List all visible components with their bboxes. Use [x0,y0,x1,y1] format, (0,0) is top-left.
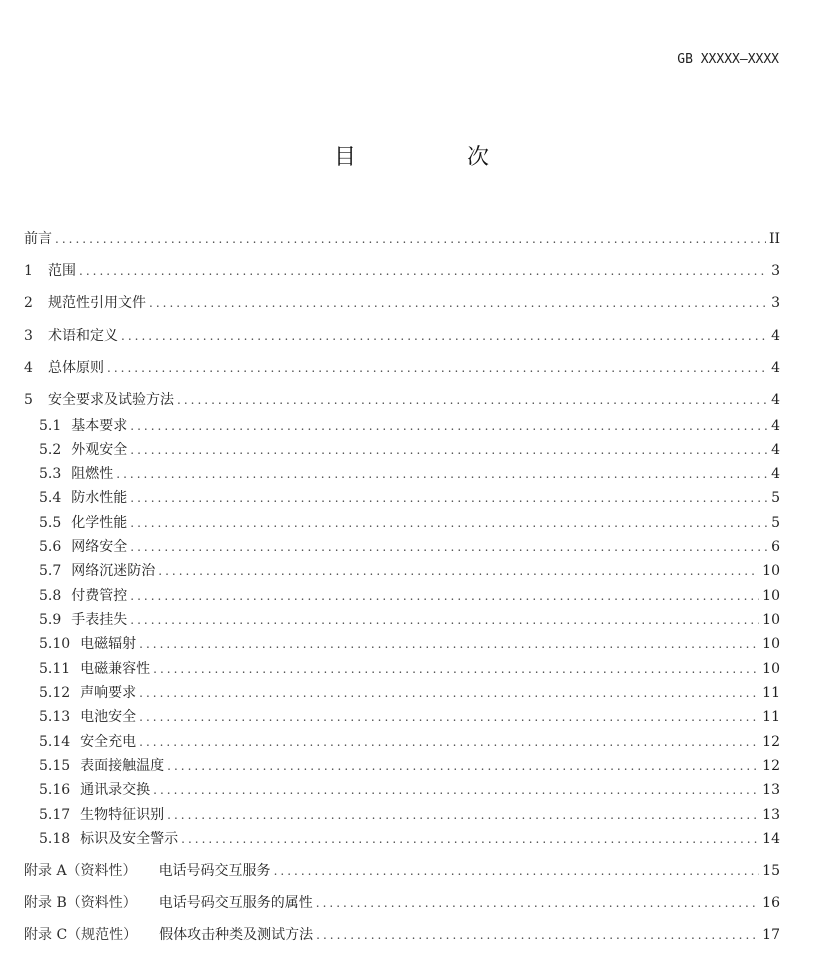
toc-entry-5-5[interactable] [39,513,780,533]
toc-entry-5-13[interactable] [39,707,780,727]
toc-entry-title: 表面接触温度 [80,758,165,774]
leader-dots [181,829,759,849]
toc-entry-title: 安全要求及试验方法 [48,392,174,408]
toc-entry-title: 规范性引用文件 [48,295,146,311]
toc-entry-title: 总体原则 [48,360,104,376]
leader-dots [153,659,759,679]
toc-entry-number: 5.3 [39,466,62,482]
toc-entry-page: 5 [771,490,780,506]
toc-entry-number: 5.15 [39,758,71,774]
toc-entry-title: 阻燃性 [71,466,114,482]
toc-entry-annex-b[interactable] [24,893,780,913]
toc-entry-5-11[interactable] [39,659,780,679]
leader-dots [130,488,767,508]
toc-entry-5-12[interactable] [39,683,780,703]
toc-entry-number: 5.8 [39,588,62,604]
leader-dots [153,780,759,800]
toc-entry-page: II [768,231,780,247]
toc-entry-page: 11 [762,685,780,701]
toc-entry-page: 4 [771,328,780,344]
toc-entry-number: 附录 C（规范性） [24,927,138,943]
toc-entry-number: 5.18 [39,831,71,847]
toc-entry-number: 5.10 [39,636,71,652]
toc-entry-5-18[interactable] [39,829,780,849]
toc-entry-number: 附录 A（资料性） [24,863,137,879]
leader-dots [274,861,760,881]
leader-dots [158,561,759,581]
toc-entry-5-7[interactable] [39,561,780,581]
toc-entry-title: 电磁辐射 [80,636,137,652]
toc-entry-page: 10 [762,636,780,652]
toc-entry-number: 5.17 [39,807,71,823]
toc-entry-title: 外观安全 [71,442,128,458]
page-title: 目 次 [334,145,541,170]
toc-entry-5-1[interactable] [39,416,780,436]
toc-entry-page: 12 [762,734,780,750]
toc-entry-3[interactable] [24,326,780,346]
toc-entry-page: 3 [771,295,780,311]
toc-entry-page: 17 [762,927,780,943]
toc-entry-page: 4 [771,418,780,434]
toc-entry-5-9[interactable] [39,610,780,630]
toc-entry-number: 4 [24,360,33,376]
leader-dots [316,925,759,945]
toc-entry-title: 标识及安全警示 [80,831,179,847]
toc-entry-page: 12 [762,758,780,774]
toc-entry-page: 4 [771,442,780,458]
toc-entry-title: 手表挂失 [71,612,128,628]
leader-dots [130,440,767,460]
toc-entry-5-8[interactable] [39,586,780,606]
toc-entry-title: 通讯录交换 [80,782,151,798]
toc-entry-number: 5.11 [39,661,71,677]
toc-entry-page: 4 [771,360,780,376]
toc-entry-number: 3 [24,328,33,344]
toc-entry-title: 安全充电 [80,734,137,750]
toc-entry-5-14[interactable] [39,732,780,752]
toc-entry-title: 范围 [48,263,76,279]
toc-entry-title: 术语和定义 [48,328,118,344]
leader-dots [130,537,767,557]
toc-entry-annex-a[interactable] [24,861,780,881]
toc-entry-title: 网络安全 [71,539,128,555]
toc-entry-number: 5.13 [39,709,71,725]
toc-entry-5-10[interactable] [39,634,780,654]
leader-dots [55,229,766,249]
toc-entry-1[interactable] [24,261,780,281]
toc-entry-foreword[interactable] [24,229,780,249]
leader-dots [149,293,767,313]
leader-dots [79,261,767,281]
toc-entry-number: 1 [24,263,33,279]
toc-entry-title: 付费管控 [71,588,128,604]
toc-entry-title: 化学性能 [71,515,128,531]
toc-entry-number: 2 [24,295,33,311]
leader-dots [139,634,759,654]
toc-entry-title: 电话号码交互服务 [158,863,271,879]
toc-entry-number: 附录 B（资料性） [24,895,137,911]
toc-entry-number: 5.9 [39,612,62,628]
toc-entry-title: 假体攻击种类及测试方法 [159,927,314,943]
leader-dots [130,586,759,606]
leader-dots [139,707,759,727]
leader-dots [130,416,767,436]
toc-entry-title: 电池安全 [80,709,137,725]
toc-entry-number: 5.5 [39,515,62,531]
toc-entry-title: 基本要求 [71,418,128,434]
leader-dots [130,610,759,630]
leader-dots [167,756,759,776]
toc-entry-title: 声响要求 [80,685,137,701]
toc-entry-page: 11 [762,709,780,725]
toc-entry-2[interactable] [24,293,780,313]
toc-entry-page: 13 [762,782,780,798]
leader-dots [177,390,767,410]
toc-entry-annex-c[interactable] [24,925,780,945]
toc-entry-page: 6 [771,539,780,555]
toc-entry-5-4[interactable] [39,488,780,508]
toc-entry-number: 5 [24,392,33,408]
toc-entry-number: 5.7 [39,563,62,579]
leader-dots [139,683,759,703]
toc-entry-page: 10 [762,588,780,604]
toc-entry-5-3[interactable] [39,464,780,484]
toc-entry-page: 13 [762,807,780,823]
toc-entry-page: 4 [771,392,780,408]
toc-entry-title: 生物特征识别 [80,807,165,823]
toc-entry-title: 电磁兼容性 [80,661,151,677]
toc-entry-5-15[interactable] [39,756,780,776]
toc-entry-page: 5 [771,515,780,531]
toc-entry-number: 5.6 [39,539,62,555]
toc-entry-title: 网络沉迷防治 [71,563,156,579]
toc-entry-5-2[interactable] [39,440,780,460]
toc-entry-page: 14 [762,831,780,847]
toc-entry-page: 4 [771,466,780,482]
toc-entry-page: 15 [762,863,780,879]
leader-dots [139,732,759,752]
toc-entry-number: 5.14 [39,734,71,750]
leader-dots [316,893,759,913]
toc-entry-4[interactable] [24,358,780,378]
leader-dots [116,464,767,484]
toc-entry-5[interactable] [24,390,780,410]
toc-entry-number: 5.16 [39,782,71,798]
toc-entry-5-16[interactable] [39,780,780,800]
toc-entry-title: 前言 [24,231,52,247]
toc-entry-title: 防水性能 [71,490,128,506]
toc-entry-number: 5.2 [39,442,62,458]
toc-entry-title: 电话号码交互服务的属性 [158,895,313,911]
toc-entry-5-6[interactable] [39,537,780,557]
toc-entry-page: 3 [771,263,780,279]
toc-entry-number: 5.1 [39,418,62,434]
leader-dots [130,513,767,533]
toc-entry-page: 10 [762,563,780,579]
leader-dots [107,358,767,378]
standard-code: GB XXXXX—XXXX [677,52,779,67]
toc-entry-page: 10 [762,661,780,677]
toc-entry-page: 10 [762,612,780,628]
leader-dots [167,805,759,825]
toc-entry-page: 16 [762,895,780,911]
toc-entry-number: 5.12 [39,685,71,701]
toc-entry-5-17[interactable] [39,805,780,825]
leader-dots [121,326,767,346]
toc-entry-number: 5.4 [39,490,62,506]
